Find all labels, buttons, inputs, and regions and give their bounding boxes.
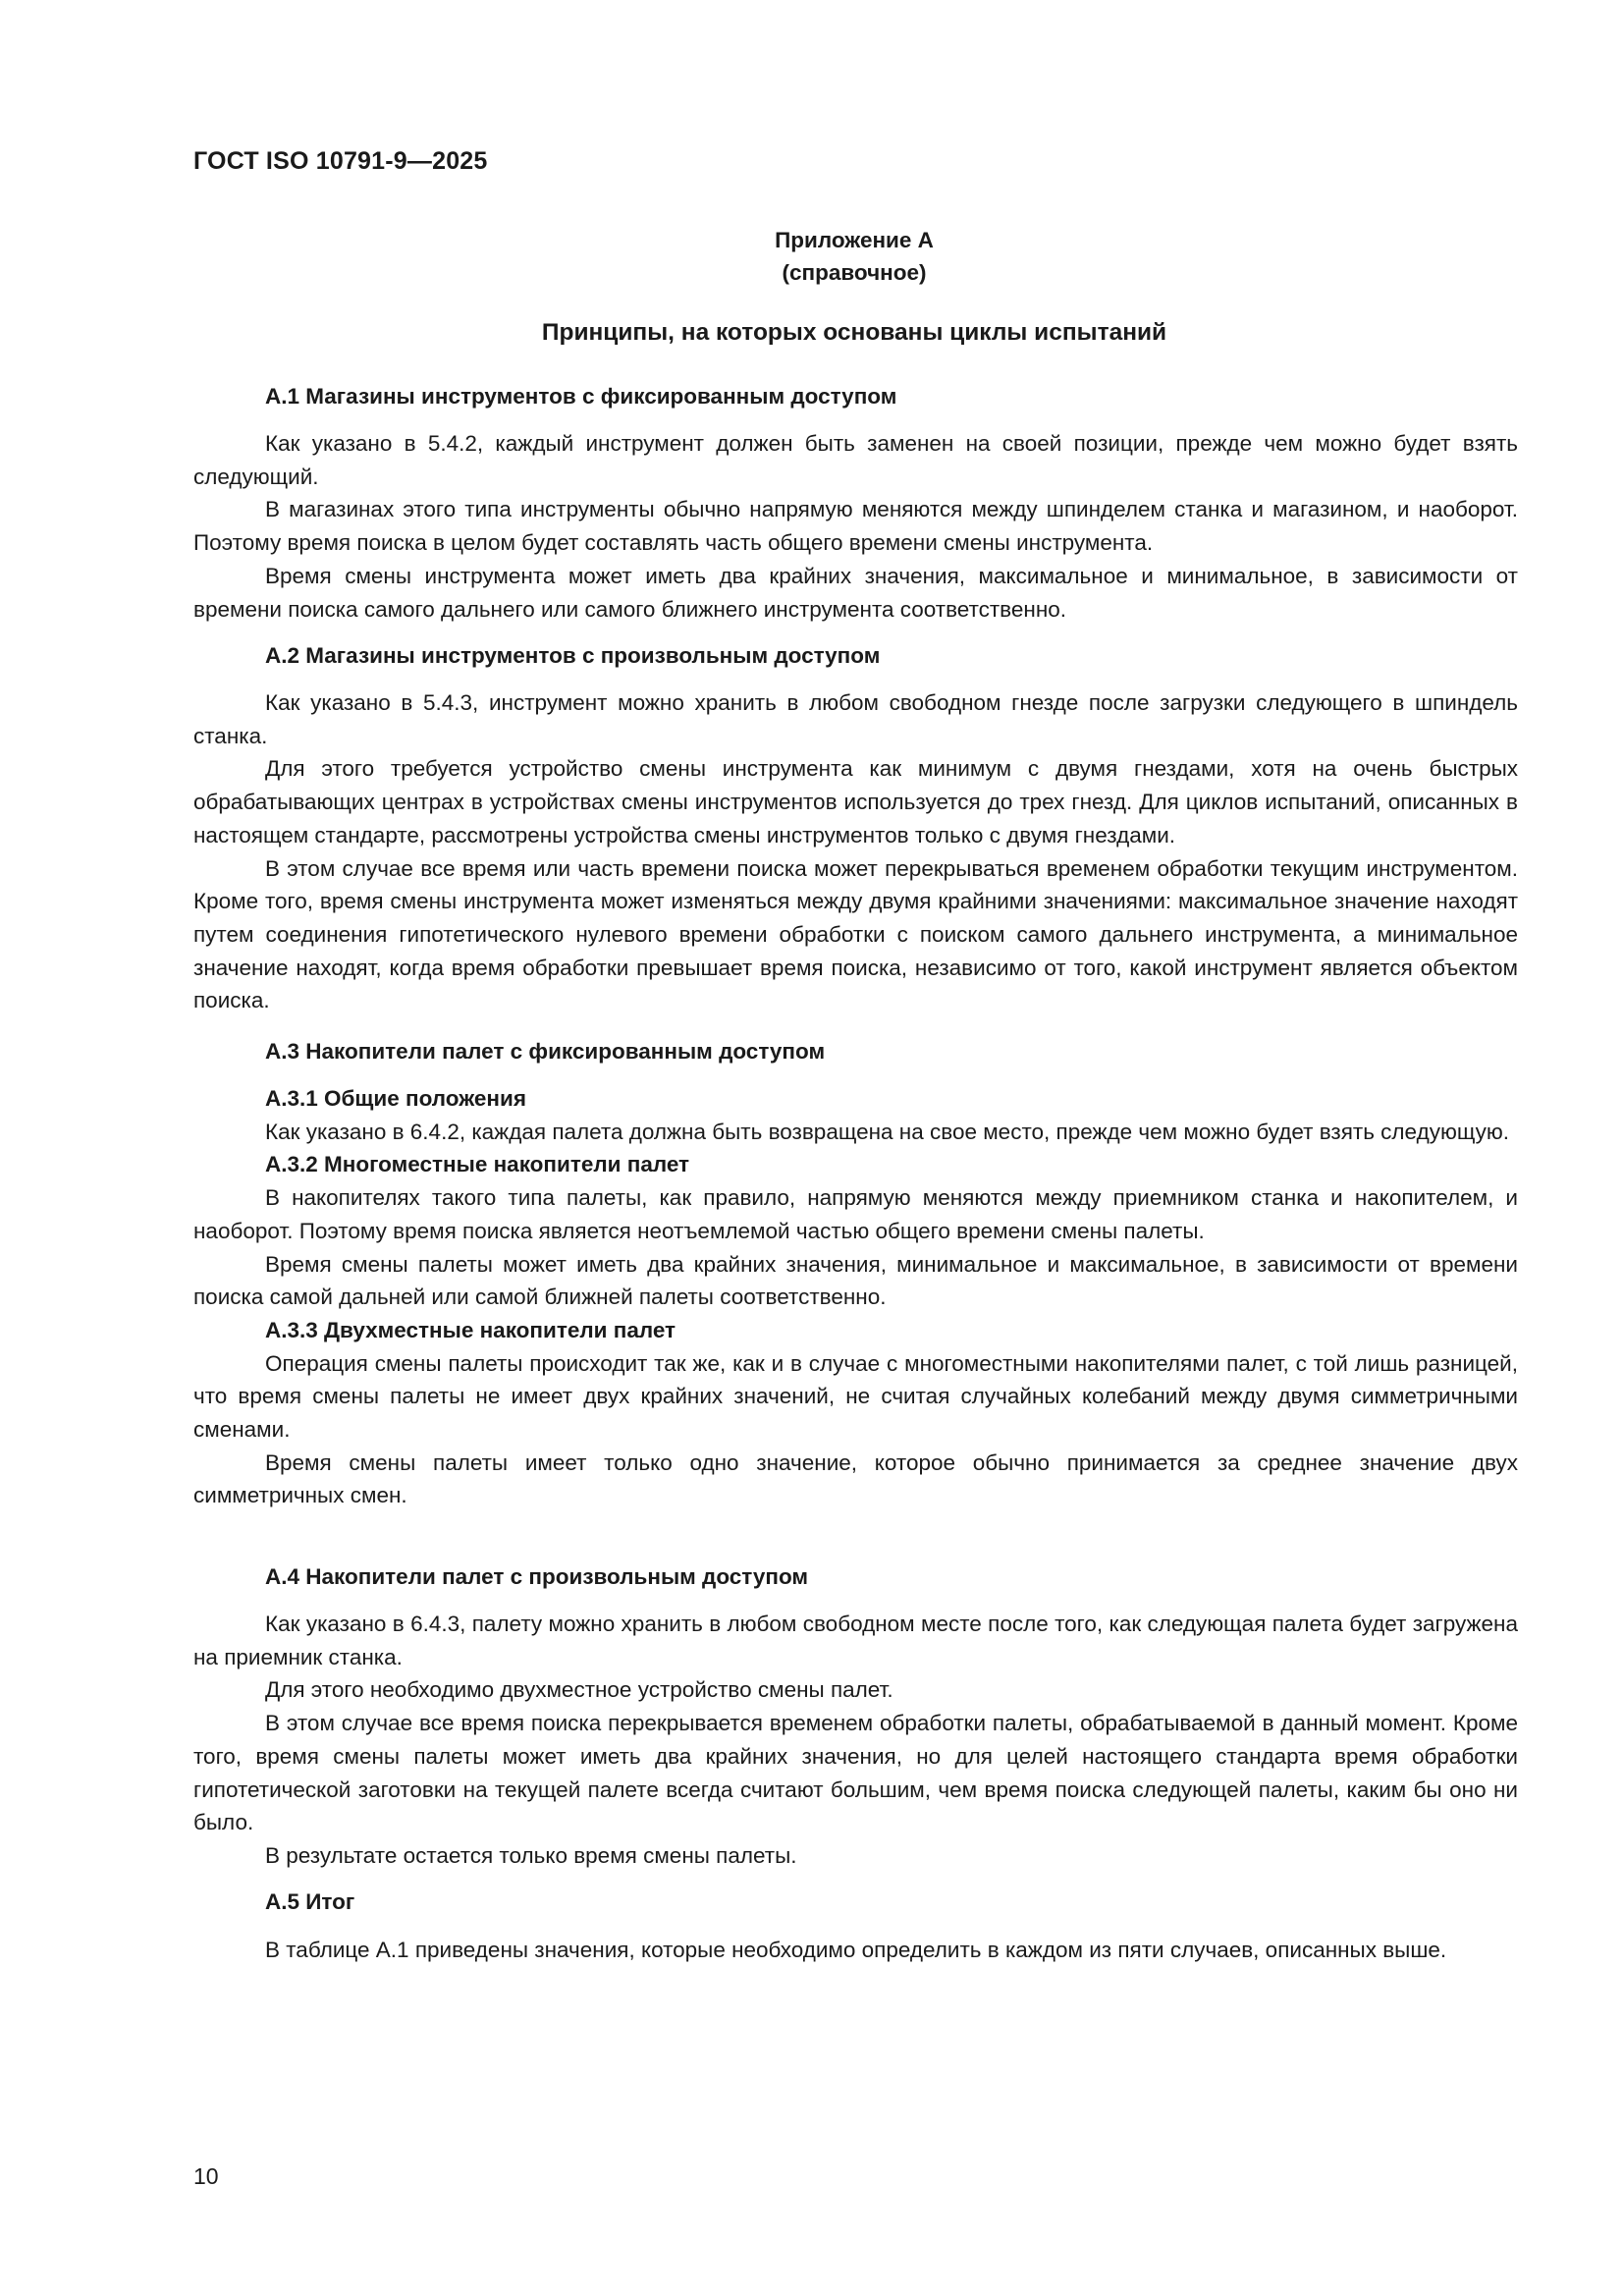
paragraph: В результате остается только время смены палеты. <box>265 1842 797 1868</box>
section-a1-body <box>193 427 1518 626</box>
section-heading: А.1 Магазины инструментов с фиксированным доступом <box>265 384 897 409</box>
paragraph: В этом случае все время или часть времени поиска может перекрываться временем обработки текущим инструментом. Кроме того, время смены инструмента может изменяться между двумя крайними значениями: максимальное значение находят путем соединения гипотетического нулевого времени обработки с поиском самого дальнего инструмента, а минимальное значение находят, когда время обработки превышает время поиска, независимо от того, какой инструмент является объектом поиска. <box>193 855 1518 1013</box>
page-number: 10 <box>193 2163 219 2189</box>
annex-label: Приложение А <box>775 228 934 252</box>
paragraph: Для этого необходимо двухместное устройство смены палет. <box>265 1677 893 1703</box>
annex-type: (справочное) <box>782 260 927 285</box>
paragraph: Время смены палеты может иметь два крайних значения, минимальное и максимальное, в зависимости от времени поиска самой дальней или самой ближней палеты соответственно. <box>193 1251 1518 1310</box>
paragraph: В магазинах этого типа инструменты обычно напрямую меняются между шпинделем станка и магазином, и наоборот. Поэтому время поиска в целом будет составлять часть общего времени смены инструмента. <box>193 497 1518 556</box>
section-heading: А.2 Магазины инструментов с произвольным доступом <box>265 643 881 668</box>
paragraph: Как указано в 5.4.3, инструмент можно хранить в любом свободном гнезде после загрузки следующего в шпиндель станка. <box>193 690 1518 748</box>
document-header: ГОСТ ISO 10791-9—2025 <box>193 147 488 175</box>
paragraph: В накопителях такого типа палеты, как правило, напрямую меняются между приемником станка и накопителем, и наоборот. Поэтому время поиска является неотъемлемой частью общего времени смены палеты. <box>193 1185 1518 1243</box>
paragraph: Как указано в 5.4.2, каждый инструмент должен быть заменен на своей позиции, прежде чем можно будет взять следующий. <box>193 431 1518 489</box>
section-a2 <box>193 639 1518 673</box>
section-heading: А.5 Итог <box>265 1889 355 1914</box>
annex-title: Принципы, на которых основаны циклы испытаний <box>541 319 1167 346</box>
section-a4 <box>193 1560 1518 1594</box>
section-a5-body <box>193 1934 1518 1967</box>
section-heading: А.4 Накопители палет с произвольным доступом <box>265 1564 809 1589</box>
paragraph: Как указано в 6.4.2, каждая палета должна быть возвращена на свое место, прежде чем можно будет взять следующую. <box>265 1119 1509 1144</box>
section-a5 <box>193 1886 1518 1919</box>
paragraph: Операция смены палеты происходит так же, как и в случае с многоместными накопителями палет, с той лишь разницей, что время смены палеты не имеет двух крайних значений, не считая случайных колебаний между двумя симметричными сменами. <box>193 1350 1518 1443</box>
subsection-heading: А.3.2 Многоместные накопители палет <box>265 1152 690 1177</box>
paragraph: Время смены инструмента может иметь два крайних значения, максимальное и минимальное, в зависимости от времени поиска самого дальнего или самого ближнего инструмента соответственно. <box>193 563 1518 622</box>
subsection-heading: А.3.1 Общие положения <box>265 1086 526 1111</box>
paragraph: Как указано в 6.4.3, палету можно хранить в любом свободном месте после того, как следующая палета будет загружена на приемник станка. <box>193 1612 1518 1669</box>
section-a2-body <box>193 686 1518 1017</box>
paragraph: Для этого требуется устройство смены инструмента как минимум с двумя гнездами, хотя на очень быстрых обрабатывающих центрах в устройствах смены инструментов используется до трех гнезд. Для циклов испытаний, описанных в настоящем стандарте, рассмотрены устройства смены инструментов только с двумя гнездами. <box>193 756 1518 847</box>
section-a3 <box>193 1035 1518 1068</box>
section-heading: А.3 Накопители палет с фиксированным доступом <box>265 1039 826 1064</box>
paragraph: В таблице А.1 приведены значения, которые необходимо определить в каждом из пяти случаев, описанных выше. <box>265 1938 1447 1962</box>
paragraph: Время смены палеты имеет только одно значение, которое обычно принимается за среднее значение двух симметричных смен. <box>193 1449 1518 1508</box>
subsection-heading: А.3.3 Двухместные накопители палет <box>265 1317 676 1342</box>
section-a4-body <box>193 1608 1518 1873</box>
section-a1 <box>193 380 1518 413</box>
section-a3-body <box>193 1082 1518 1512</box>
paragraph: В этом случае все время поиска перекрывается временем обработки палеты, обрабатываемой в данный момент. Кроме того, время смены палеты может иметь два крайних значения, но для целей настоящего стандарта время обработки гипотетической заготовки на текущей палете всегда считают большим, чем время поиска следующей палеты, каким бы оно ни было. <box>193 1711 1518 1835</box>
